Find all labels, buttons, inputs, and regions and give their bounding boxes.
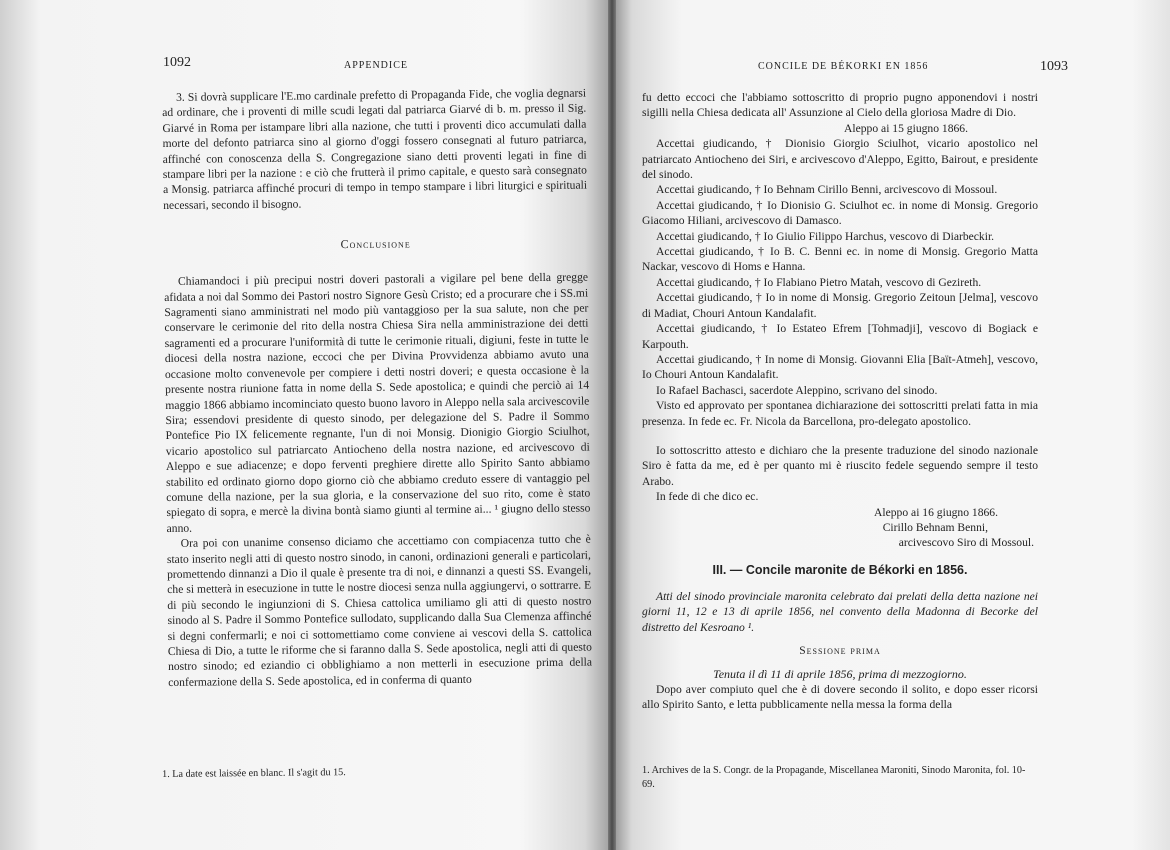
- right-page-number: 1093: [1040, 59, 1068, 74]
- signature-line: Accettai giudicando, † Io B. C. Benni ec. in nome di Monsig. Gregorio Matta Nackar, vescovo di Homs e Hanna.: [642, 245, 1038, 274]
- signature-line: Accettai giudicando, † Io Dionisio G. Sciulhot ec. in nome di Monsig. Gregorio Giacomo Hiliani, arcivescovo di Damasco.: [642, 198, 1038, 228]
- signature-line: Accettai giudicando, † Io Behnam Cirillo Benni, arcivescovo di Mossoul.: [656, 183, 998, 197]
- signature-line: Accettai giudicando, † Io Estateo Efrem [Tohmadji], vescovo di Bogiack e Karpouth.: [642, 322, 1038, 351]
- right-footnote-area: [642, 764, 1038, 791]
- book-gutter: [608, 0, 616, 850]
- right-footnote: 1. Archives de la S. Congr. de la Propagande, Miscellanea Maroniti, Sinodo Maronita, fol. 10-69.: [642, 765, 1026, 790]
- left-text-block: [162, 86, 592, 691]
- signature-line: Visto ed approvato per spontanea dichiarazione dei sottoscritti prelati fatta in mia presenza. In fede ec. Fr. Nicola da Barcellona, pro-delegato apostolico.: [642, 399, 1038, 428]
- date-aleppo-15: Aleppo ai 15 giugno 1866.: [844, 121, 968, 135]
- right-text-block: [642, 90, 1038, 713]
- closing-signer-title: arcivescovo Siro di Mossoul.: [898, 536, 1034, 550]
- paragraph-session: Dopo aver compiuto quel che è di dovere secondo il solito, e dopo esser ricorsi allo Spirito Santo, e letta pubblicamente nella messa la forma della: [642, 683, 1038, 712]
- paragraph-conclusion-2: Ora poi con unanime consenso diciamo che accettiamo con compiacenza tutto che è stato inserito negli atti di questo nostro sinodo, in canoni, ordinazioni generali e particolari, promettendo dinnanzi a Dio il quale è presente tra di noi, e dinnanzi a questi SS. Evangeli, che si metterà in esecuzione in tutte le nostre diocesi senza nulla aggiungervi, o sottrarre. E di più secondo le ingiunzioni di S. Chiesa cattolica umiliamo gli atti di questo nostro sinodo al S. Padre il Sommo Pontefice sullodato, supplicando dalla Sua Clemenza affinché si degni confermarli; e noi ci sottomettiamo come conviene ai vescovi della S. cattolica Chiesa di Dio, a tutte le riforme che si faranno dalla S. Sede apostolica, negli atti di questo nostro sinodo; ed eziandio ci obblighiamo a non metterli in esecuzione prima della confermazione della S. Sede apostolica, ed in conferma di quanto: [166, 532, 593, 689]
- signature-line: Accettai giudicando, † In nome di Monsig. Giovanni Elia [Baït-Atmeh], vescovo, Io Chouri Antoun Kandalafit.: [642, 352, 1038, 382]
- signature-line: Accettai giudicando, † Io Flabiano Pietro Matah, vescovo di Gezireth.: [656, 275, 982, 289]
- signature-line: Accettai giudicando, † Io Giulio Filippo Harchus, vescovo di Diarbeckir.: [656, 229, 995, 243]
- signature-line: Io Rafael Bachasci, sacerdote Aleppino, scrivano del sinodo.: [656, 383, 938, 397]
- session-subheading: Tenuta il dì 11 di aprile 1856, prima di mezzogiorno.: [713, 667, 967, 681]
- session-heading: Sessione prima: [799, 645, 881, 657]
- left-running-title: APPENDICE: [344, 60, 409, 71]
- signature-line: Accettai giudicando, † Io in nome di Monsig. Gregorio Zeitoun [Jelma], vescovo di Madiat, Chouri Antoun Kandalafit.: [642, 291, 1038, 320]
- paragraph-attestation: Io sottoscritto attesto e dichiaro che la presente traduzione del sinodo nazionale Siro è fatta da me, ed è per quanto mi è riuscito fedele seguendo sempre il testo Arabo.: [642, 443, 1038, 488]
- left-footnote: 1. La date est laissée en blanc. Il s'agit du 15.: [162, 767, 346, 780]
- paragraph-conclusion-1: Chiamandoci i più precipui nostri doveri pastorali a vigilare pel bene della gregge afidata a noi dal Sommo dei Pastori nostro Signore Gesù Cristo; ed a procurare che i SS.mi Sagramenti siano amministrati nel modo più vantaggioso per la sua salute, non che per conservare le cerimonie del rito della nostra Chiesa Sira nella amministrazione dei detti sagramenti ed a procurare l'uniformità di tutte le cerimonie rituali, digiuni, feste in tutte le diocesi della nostra nazione, eccoci che per Divina Provvidenza abbiamo avuto una occasione molto convenevole per compiere i detti nostri doveri; e questa occasione è la presente nostra riunione fatta in nome della S. Sede apostolica; e quindi che perciò ai 14 maggio 1866 abbiamo incominciato questo buono lavoro in Aleppo nella sala arcivescovile Sira; essendovi presidente di questo sinodo, per delegazione del S. Padre il Sommo Pontefice Pio IX felicemente regnante, l'un di noi Monsig. Dionigio Giorgio Sciulhot, vicario apostolico sul patriarcato Antiocheno della nostra nazione, ed arcivescovo di Aleppo e sue adiacenze; e dopo ferventi preghiere dirette allo Spirito Santo abbiamo stabilito ed ordinato giorno dopo giorno ciò che abbiamo creduto essere di vantaggio pel comune della nazione, per la sua gloria, e la conservazione del suo rito, come è stato spiegato di sopra, e mercè la divina bontà siamo giunti al termine ai... ¹ giugno dello stesso anno.: [164, 270, 591, 535]
- paragraph-in-fede: In fede di che dico ec.: [656, 490, 759, 504]
- italic-intro: Atti del sinodo provinciale maronita celebrato dai prelati della detta nazione nei giorni 11, 12 e 13 di aprile 1856, nel convento della Madonna di Becorke del distretto del Kesroano ¹.: [642, 589, 1038, 634]
- closing-signer-name: Cirillo Behnam Benni,: [882, 520, 988, 534]
- left-page-number: 1092: [163, 55, 191, 70]
- conclusion-heading: Conclusione: [340, 236, 411, 252]
- right-running-title: CONCILE DE BÉKORKI EN 1856: [758, 61, 929, 72]
- signature-line: Accettai giudicando, † Dionisio Giorgio Sciulhot, vicario apostolico nel patriarcato Antiocheno dei Siri, e arcivescovo d'Aleppo, Egitto, Bairout, e presidente del sinodo.: [642, 137, 1038, 182]
- closing-date: Aleppo ai 16 giugno 1866.: [874, 505, 998, 519]
- paragraph-item-3: 3. Si dovrà supplicare l'E.mo cardinale prefetto di Propaganda Fide, che voglia degnarsi ad ordinare, che i proventi di mille scudi legati dal patriarca Giarvé di b. m. presso il Sig. Giarvé in Roma per istampare libri alla nazione, che tutti i proventi dico accumulati dalla morte del defonto patriarca sino al giorno d'oggi fossero consegnati al futuro patriarca, affinché con conoscenza della S. Congregazione siano detti proventi legati in fine di stampare libri per la nazione : e ciò che frutterà il primo capitale, e questo sarà consegnato a Monsig. patriarca affinché procuri di tempo in tempo stampare i libri liturgici e spirituali necessari, secondo il bisogno.: [162, 86, 588, 212]
- section-heading-iii: III. — Concile maronite de Békorki en 1856.: [712, 562, 968, 577]
- paragraph-intro: fu detto eccoci che l'abbiamo sottoscritto di proprio pugno apponendovi i nostri sigilli nella Chiesa dedicata all' Assunzione al Cielo della gloriosa Madre di Dio.: [642, 91, 1038, 120]
